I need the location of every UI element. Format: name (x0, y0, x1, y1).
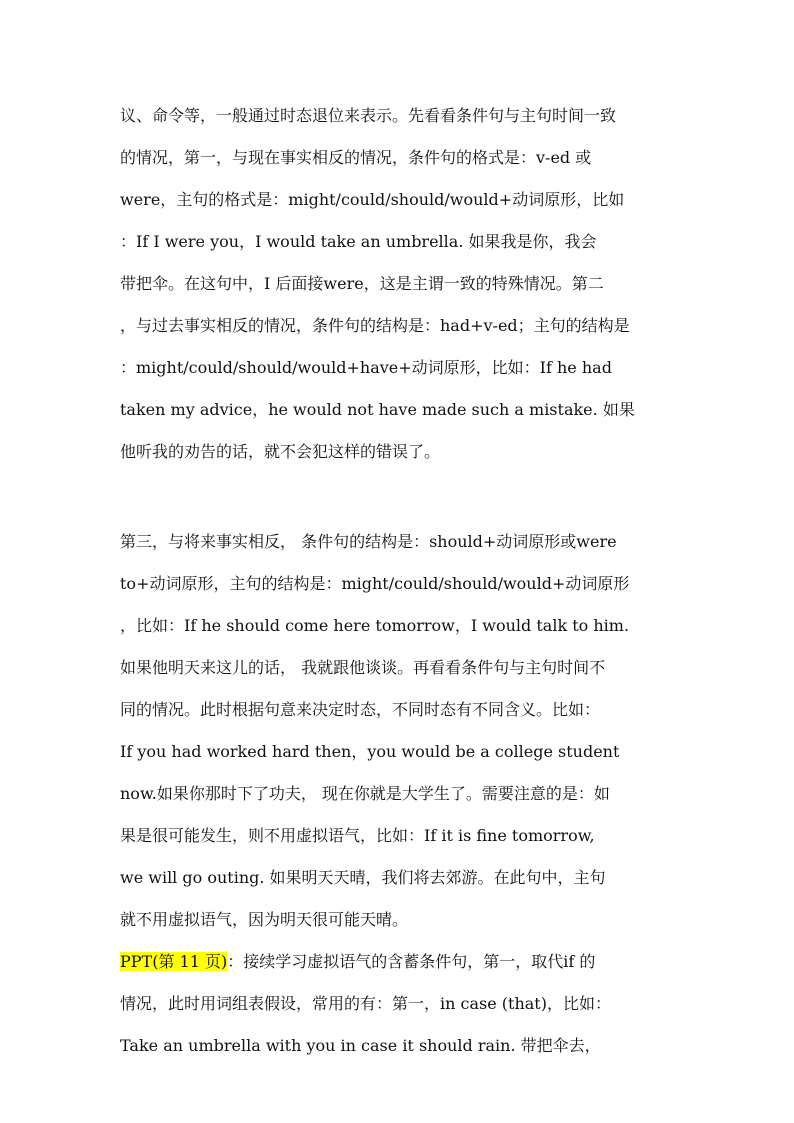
paragraph-line: If you had worked hard then，you would be a college student (120, 742, 620, 761)
paragraph-line: ，与过去事实相反的情况，条件句的结构是：had+v-ed；主句的结构是 (120, 316, 630, 335)
paragraph-line: ，比如：If he should come here tomorrow，I would talk to him. (120, 616, 630, 635)
paragraph-line: ：If I were you，I would take an umbrella. 如果我是你，我会 (120, 232, 597, 251)
paragraph-line: 议、命令等，一般通过时态退位来表示。先看看条件句与主句时间一致 (120, 106, 617, 125)
paragraph-line: 带把伞。在这句中，I 后面接were，这是主谓一致的特殊情况。第二 (120, 274, 604, 293)
paragraph-line: now.如果你那时下了功夫， 现在你就是大学生了。需要注意的是：如 (120, 784, 610, 803)
paragraph-line: 果是很可能发生，则不用虚拟语气，比如：If it is fine tomorrow, (120, 826, 595, 845)
paragraph-line: we will go outing. 如果明天天晴，我们将去郊游。在此句中，主句 (120, 868, 606, 887)
paragraph-line: 就不用虚拟语气，因为明天很可能天晴。 (120, 910, 409, 929)
ppt-page-highlight: PPT(第 11 页) (120, 952, 228, 971)
paragraph-line: ：might/could/should/would+have+动词原形，比如：If he had (120, 358, 612, 377)
paragraph-line: 情况，此时用词组表假设，常用的有：第一，in case (that)，比如： (120, 994, 611, 1013)
paragraph-line: 的情况，第一，与现在事实相反的情况，条件句的格式是：v-ed 或 (120, 148, 592, 167)
paragraph-line: 第三，与将来事实相反， 条件句的结构是：should+动词原形或were (120, 532, 617, 551)
paragraph-line: taken my advice，he would not have made such a mistake. 如果 (120, 400, 635, 419)
paragraph-line: 他听我的劝告的话，就不会犯这样的错误了。 (120, 442, 441, 461)
paragraph-line: to+动词原形，主句的结构是：might/could/should/would+动词原形 (120, 574, 630, 593)
paragraph-line: were，主句的格式是：might/could/should/would+动词原形，比如 (120, 190, 625, 209)
paragraph-line: 同的情况。此时根据句意来决定时态，不同时态有不同含义。比如： (120, 700, 601, 719)
paragraph-line: 如果他明天来这儿的话， 我就跟他谈谈。再看看条件句与主句时间不 (120, 658, 606, 677)
ppt-reference-line (120, 952, 690, 972)
ppt-line-text: ：接续学习虚拟语气的含蓄条件句，第一，取代if 的 (227, 952, 596, 971)
paragraph-line: Take an umbrella with you in case it should rain. 带把伞去， (120, 1036, 601, 1055)
